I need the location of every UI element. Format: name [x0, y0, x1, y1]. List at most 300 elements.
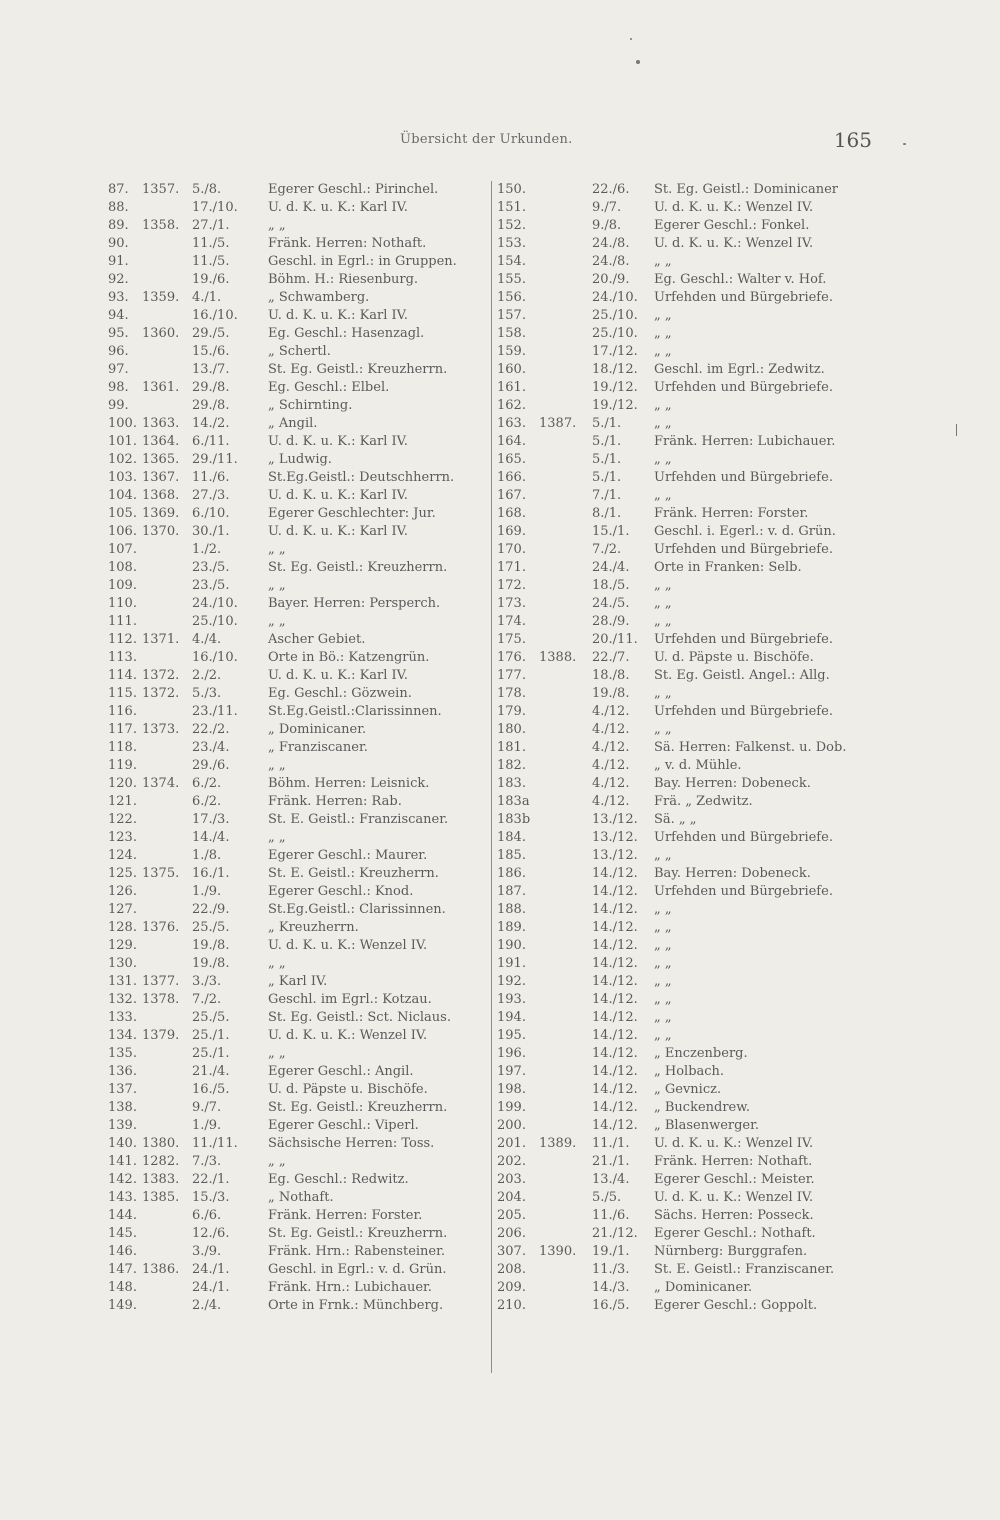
left-entry-row [108, 919, 488, 937]
entry-year: 1383. [142, 1172, 180, 1187]
entry-date: 22./2. [192, 722, 230, 737]
entry-description: Egerer Geschl.: Goppolt. [654, 1298, 818, 1313]
entry-year: 1371. [142, 632, 180, 647]
left-entry-row [108, 883, 488, 901]
entry-description: Bay. Herren: Dobeneck. [654, 776, 811, 791]
entry-number: 104. [108, 488, 137, 503]
entry-number: 201. [497, 1136, 526, 1151]
entry-date: 22./6. [592, 182, 630, 197]
entry-date: 29./6. [192, 758, 230, 773]
left-entry-row [108, 649, 488, 667]
left-entry-row [108, 1117, 488, 1135]
entry-year: 1375. [142, 866, 180, 881]
entry-date: 19./6. [192, 272, 230, 287]
left-entry-row [108, 181, 488, 199]
entry-number: 177. [497, 668, 526, 683]
entry-date: 22./1. [192, 1172, 230, 1187]
entry-description: U. d. K. u. K.: Wenzel IV. [654, 1136, 814, 1151]
entry-number: 148. [108, 1280, 137, 1295]
entry-description: „ Gevnicz. [654, 1082, 722, 1097]
entry-description: „ Franziscaner. [268, 740, 368, 755]
entry-number: 170. [497, 542, 526, 557]
entry-description: St.Eg.Geistl.: Clarissinnen. [268, 902, 446, 917]
right-entry-row [497, 595, 889, 613]
entry-number: 186. [497, 866, 526, 881]
left-entry-row [108, 1135, 488, 1153]
entry-date: 2./2. [192, 668, 222, 683]
entry-number: 196. [497, 1046, 526, 1061]
entry-description: U. d. K. u. K.: Karl IV. [268, 434, 408, 449]
entry-description: „ „ [654, 488, 672, 503]
left-entry-row [108, 721, 488, 739]
right-entry-row [497, 1243, 889, 1261]
entry-number: 128. [108, 920, 137, 935]
left-entry-row [108, 613, 488, 631]
left-entry-row [108, 865, 488, 883]
left-entry-row [108, 739, 488, 757]
entry-date: 14./3. [592, 1280, 630, 1295]
entry-date: 11./6. [192, 470, 230, 485]
entry-description: U. d. Päpste u. Bischöfe. [268, 1082, 428, 1097]
scan-speck [636, 60, 640, 64]
entry-description: Nürnberg: Burggrafen. [654, 1244, 808, 1259]
right-entry-row [497, 1135, 889, 1153]
entry-description: „ Schirnting. [268, 398, 353, 413]
entry-year: 1282. [142, 1154, 180, 1169]
right-entry-row [497, 631, 889, 649]
entry-description: Sä. „ „ [654, 812, 697, 827]
entry-date: 29./8. [192, 398, 230, 413]
entry-description: „ „ [268, 956, 286, 971]
entry-date: 16./5. [592, 1298, 630, 1313]
entry-number: 203. [497, 1172, 526, 1187]
right-entry-row [497, 397, 889, 415]
entry-number: 92. [108, 272, 129, 287]
entry-description: „ „ [268, 614, 286, 629]
entry-date: 19./8. [592, 686, 630, 701]
entry-description: „ „ [268, 1154, 286, 1169]
entry-number: 158. [497, 326, 526, 341]
entry-year: 1357. [142, 182, 180, 197]
right-entry-row [497, 703, 889, 721]
entry-date: 5./3. [192, 686, 222, 701]
right-entry-row [497, 667, 889, 685]
entry-year: 1360. [142, 326, 180, 341]
entry-description: Fränk. Herren: Forster. [654, 506, 809, 521]
entry-date: 14./12. [592, 992, 638, 1007]
entry-date: 24./10. [192, 596, 238, 611]
entry-description: U. d. K. u. K.: Wenzel IV. [654, 200, 814, 215]
left-entry-row [108, 217, 488, 235]
entry-number: 118. [108, 740, 137, 755]
entry-number: 115. [108, 686, 137, 701]
entry-number: 175. [497, 632, 526, 647]
entry-description: U. d. K. u. K.: Wenzel IV. [268, 938, 428, 953]
entry-description: „ Dominicaner. [654, 1280, 753, 1295]
entry-date: 14./12. [592, 1028, 638, 1043]
entry-number: 169. [497, 524, 526, 539]
right-entry-row [497, 217, 889, 235]
entry-date: 11./5. [192, 254, 230, 269]
left-entry-row [108, 361, 488, 379]
entry-number: 101. [108, 434, 137, 449]
entry-number: 95. [108, 326, 129, 341]
entry-number: 166. [497, 470, 526, 485]
entry-year: 1369. [142, 506, 180, 521]
entry-date: 17./3. [192, 812, 230, 827]
right-entry-row [497, 307, 889, 325]
entry-description: Egerer Geschl.: Fonkel. [654, 218, 810, 233]
entry-description: Urfehden und Bürgebriefe. [654, 542, 833, 557]
right-entry-row [497, 505, 889, 523]
entry-description: „ Holbach. [654, 1064, 725, 1079]
entry-date: 24./8. [592, 236, 630, 251]
entry-date: 23./5. [192, 560, 230, 575]
entry-number: 113. [108, 650, 137, 665]
left-entry-row [108, 757, 488, 775]
entry-description: „ Kreuzherrn. [268, 920, 359, 935]
entry-number: 143. [108, 1190, 137, 1205]
entry-description: Frä. „ Zedwitz. [654, 794, 753, 809]
right-entry-row [497, 1099, 889, 1117]
entry-description: St. Eg. Geistl.: Kreuzherrn. [268, 362, 448, 377]
entry-year: 1377. [142, 974, 180, 989]
entry-number: 125. [108, 866, 137, 881]
entry-description: Fränk. Herren: Rab. [268, 794, 402, 809]
entry-date: 13./7. [192, 362, 230, 377]
entry-date: 19./8. [192, 956, 230, 971]
left-entry-row [108, 325, 488, 343]
right-entry-row [497, 199, 889, 217]
right-entry-row [497, 739, 889, 757]
entry-description: Eg. Geschl.: Hasenzagl. [268, 326, 425, 341]
entry-year: 1378. [142, 992, 180, 1007]
entry-date: 14./12. [592, 902, 638, 917]
entry-number: 134. [108, 1028, 137, 1043]
right-entry-row [497, 1297, 889, 1315]
entry-number: 132. [108, 992, 137, 1007]
entry-date: 14./12. [592, 1064, 638, 1079]
entry-date: 15./3. [192, 1190, 230, 1205]
entry-date: 20./9. [592, 272, 630, 287]
entry-number: 183. [497, 776, 526, 791]
entry-number: 200. [497, 1118, 526, 1133]
entry-date: 19./8. [192, 938, 230, 953]
entry-year: 1372. [142, 686, 180, 701]
right-entry-row [497, 865, 889, 883]
entry-number: 163. [497, 416, 526, 431]
entry-date: 14./12. [592, 866, 638, 881]
entry-number: 173. [497, 596, 526, 611]
entry-number: 168. [497, 506, 526, 521]
entry-number: 127. [108, 902, 137, 917]
entry-year: 1368. [142, 488, 180, 503]
entry-date: 11./5. [192, 236, 230, 251]
entry-description: Urfehden und Bürgebriefe. [654, 704, 833, 719]
entry-date: 25./10. [192, 614, 238, 629]
entry-number: 174. [497, 614, 526, 629]
entry-number: 100. [108, 416, 137, 431]
entry-description: St. Eg. Geistl.: Sct. Niclaus. [268, 1010, 451, 1025]
entry-number: 122. [108, 812, 137, 827]
entry-description: St. E. Geistl.: Kreuzherrn. [268, 866, 439, 881]
entry-number: 151. [497, 200, 526, 215]
right-entry-row [497, 451, 889, 469]
entry-date: 15./1. [592, 524, 630, 539]
entry-date: 14./12. [592, 920, 638, 935]
left-entry-row [108, 703, 488, 721]
entry-date: 18./8. [592, 668, 630, 683]
left-entry-row [108, 415, 488, 433]
right-entry-row [497, 1027, 889, 1045]
entry-description: St.Eg.Geistl.: Deutschherrn. [268, 470, 455, 485]
entry-year: 1387. [539, 416, 577, 431]
entry-date: 4./12. [592, 704, 630, 719]
entry-description: „ „ [654, 398, 672, 413]
left-entry-row [108, 991, 488, 1009]
entry-description: „ „ [654, 722, 672, 737]
entry-description: Fränk. Hrn.: Rabensteiner. [268, 1244, 446, 1259]
entry-date: 24./8. [592, 254, 630, 269]
entry-description: Sächsische Herren: Toss. [268, 1136, 435, 1151]
entry-number: 150. [497, 182, 526, 197]
entry-number: 184. [497, 830, 526, 845]
entry-number: 106. [108, 524, 137, 539]
entry-description: Eg. Geschl.: Walter v. Hof. [654, 272, 827, 287]
entry-number: 121. [108, 794, 137, 809]
entry-date: 19./12. [592, 380, 638, 395]
entry-description: Urfehden und Bürgebriefe. [654, 830, 833, 845]
right-entry-row [497, 1261, 889, 1279]
entry-description: Bayer. Herren: Persperch. [268, 596, 441, 611]
entry-date: 11./6. [592, 1208, 630, 1223]
entry-date: 16./10. [192, 308, 238, 323]
entry-date: 16./10. [192, 650, 238, 665]
entry-date: 9./7. [192, 1100, 222, 1115]
right-entry-row [497, 649, 889, 667]
entry-description: „ „ [654, 848, 672, 863]
entry-date: 11./1. [592, 1136, 630, 1151]
right-entry-row [497, 577, 889, 595]
left-entry-row [108, 667, 488, 685]
entry-description: „ „ [654, 1010, 672, 1025]
right-entry-row [497, 1153, 889, 1171]
entry-description: Egerer Geschl.: Nothaft. [654, 1226, 816, 1241]
entry-number: 179. [497, 704, 526, 719]
right-entry-row [497, 1045, 889, 1063]
right-entry-row [497, 847, 889, 865]
entry-number: 147. [108, 1262, 137, 1277]
entry-number: 111. [108, 614, 137, 629]
entry-number: 167. [497, 488, 526, 503]
left-entry-row [108, 1189, 488, 1207]
entry-date: 14./12. [592, 1118, 638, 1133]
entry-description: Urfehden und Bürgebriefe. [654, 380, 833, 395]
left-column [108, 181, 488, 1315]
entry-number: 199. [497, 1100, 526, 1115]
left-entry-row [108, 577, 488, 595]
right-entry-row [497, 343, 889, 361]
entry-number: 94. [108, 308, 129, 323]
right-entry-row [497, 559, 889, 577]
entry-year: 1389. [539, 1136, 577, 1151]
entry-number: 159. [497, 344, 526, 359]
entry-number: 88. [108, 200, 129, 215]
entry-description: U. d. K. u. K.: Karl IV. [268, 200, 408, 215]
entry-number: 96. [108, 344, 129, 359]
right-entry-row [497, 919, 889, 937]
entry-date: 1./2. [192, 542, 222, 557]
entry-description: U. d. K. u. K.: Karl IV. [268, 524, 408, 539]
left-entry-row [108, 829, 488, 847]
entry-date: 5./1. [592, 416, 622, 431]
entry-number: 149. [108, 1298, 137, 1313]
entry-date: 24./1. [192, 1262, 230, 1277]
right-entry-row [497, 829, 889, 847]
entry-number: 107. [108, 542, 137, 557]
entry-number: 146. [108, 1244, 137, 1259]
entry-number: 183b [497, 812, 531, 827]
entry-description: Geschl. in Egrl.: in Gruppen. [268, 254, 457, 269]
entry-date: 3./3. [192, 974, 222, 989]
entry-number: 194. [497, 1010, 526, 1025]
entry-description: „ Blasenwerger. [654, 1118, 760, 1133]
right-entry-row [497, 379, 889, 397]
entry-number: 176. [497, 650, 526, 665]
entry-date: 23./11. [192, 704, 238, 719]
entry-description: „ Ludwig. [268, 452, 332, 467]
entry-number: 188. [497, 902, 526, 917]
entry-description: „ „ [654, 578, 672, 593]
entry-date: 4./4. [192, 632, 222, 647]
entry-number: 182. [497, 758, 526, 773]
entry-date: 5./1. [592, 452, 622, 467]
left-entry-row [108, 307, 488, 325]
entry-description: Egerer Geschl.: Angil. [268, 1064, 414, 1079]
entry-date: 25./5. [192, 920, 230, 935]
entry-description: U. d. K. u. K.: Karl IV. [268, 308, 408, 323]
right-entry-row [497, 973, 889, 991]
entry-date: 15./6. [192, 344, 230, 359]
entry-date: 6./6. [192, 1208, 222, 1223]
entry-date: 6./11. [192, 434, 230, 449]
entry-date: 9./8. [592, 218, 622, 233]
entry-description: St. Eg. Geistl.: Kreuzherrn. [268, 560, 448, 575]
entry-date: 28./9. [592, 614, 630, 629]
entry-description: U. d. K. u. K.: Wenzel IV. [654, 236, 814, 251]
entry-date: 21./1. [592, 1154, 630, 1169]
entry-description: Egerer Geschl.: Knod. [268, 884, 414, 899]
entry-description: Eg. Geschl.: Gözwein. [268, 686, 412, 701]
entry-year: 1390. [539, 1244, 577, 1259]
entry-date: 21./12. [592, 1226, 638, 1241]
page-number: 165 [833, 128, 872, 152]
entry-number: 181. [497, 740, 526, 755]
entry-description: Sä. Herren: Falkenst. u. Dob. [654, 740, 847, 755]
entry-date: 30./1. [192, 524, 230, 539]
left-entry-row [108, 1009, 488, 1027]
entry-date: 25./10. [592, 308, 638, 323]
entry-number: 153. [497, 236, 526, 251]
left-entry-row [108, 631, 488, 649]
entry-description: „ „ [654, 596, 672, 611]
entry-date: 9./7. [592, 200, 622, 215]
left-entry-row [108, 271, 488, 289]
entry-description: Fränk. Herren: Lubichauer. [654, 434, 836, 449]
entry-date: 17./12. [592, 344, 638, 359]
left-entry-row [108, 541, 488, 559]
left-entry-row [108, 523, 488, 541]
entry-description: St. Eg. Geistl.: Kreuzherrn. [268, 1100, 448, 1115]
right-entry-row [497, 271, 889, 289]
entry-description: U. d. K. u. K.: Wenzel IV. [268, 1028, 428, 1043]
right-entry-row [497, 1189, 889, 1207]
right-entry-row [497, 757, 889, 775]
entry-description: „ „ [654, 344, 672, 359]
entry-date: 14./4. [192, 830, 230, 845]
entry-date: 22./9. [192, 902, 230, 917]
entry-date: 4./12. [592, 722, 630, 737]
entry-date: 16./1. [192, 866, 230, 881]
left-entry-row [108, 289, 488, 307]
right-entry-row [497, 361, 889, 379]
entry-number: 105. [108, 506, 137, 521]
entry-description: „ Schertl. [268, 344, 331, 359]
entry-date: 1./9. [192, 1118, 222, 1133]
entry-number: 90. [108, 236, 129, 251]
entry-number: 129. [108, 938, 137, 953]
left-entry-row [108, 397, 488, 415]
entry-number: 192. [497, 974, 526, 989]
entry-date: 14./12. [592, 938, 638, 953]
entry-number: 198. [497, 1082, 526, 1097]
entry-date: 14./12. [592, 1010, 638, 1025]
entry-description: St. E. Geistl.: Franziscaner. [268, 812, 449, 827]
left-entry-row [108, 1081, 488, 1099]
left-entry-row [108, 973, 488, 991]
entry-date: 4./12. [592, 758, 630, 773]
right-entry-row [497, 1009, 889, 1027]
entry-number: 117. [108, 722, 137, 737]
right-entry-row [497, 721, 889, 739]
entry-date: 24./5. [592, 596, 630, 611]
left-entry-row [108, 1063, 488, 1081]
entry-date: 4./12. [592, 794, 630, 809]
entry-description: Egerer Geschl.: Meister. [654, 1172, 815, 1187]
left-entry-row [108, 1045, 488, 1063]
entry-description: St.Eg.Geistl.:Clarissinnen. [268, 704, 442, 719]
right-entry-row [497, 415, 889, 433]
entry-description: Fränk. Herren: Nothaft. [654, 1154, 813, 1169]
right-column [497, 181, 889, 1315]
entry-date: 25./1. [192, 1046, 230, 1061]
entry-year: 1374. [142, 776, 180, 791]
entry-year: 1365. [142, 452, 180, 467]
entry-description: Fränk. Herren: Nothaft. [268, 236, 427, 251]
entry-date: 4./12. [592, 740, 630, 755]
entry-description: Egerer Geschl.: Viperl. [268, 1118, 419, 1133]
left-entry-row [108, 199, 488, 217]
entry-number: 116. [108, 704, 137, 719]
entry-description: St. Eg. Geistl.: Dominicaner [654, 182, 838, 197]
left-entry-row [108, 1153, 488, 1171]
entry-description: „ „ [654, 308, 672, 323]
right-entry-row [497, 955, 889, 973]
entry-description: „ „ [268, 830, 286, 845]
entry-date: 18./12. [592, 362, 638, 377]
entry-description: „ „ [654, 452, 672, 467]
entry-number: 180. [497, 722, 526, 737]
